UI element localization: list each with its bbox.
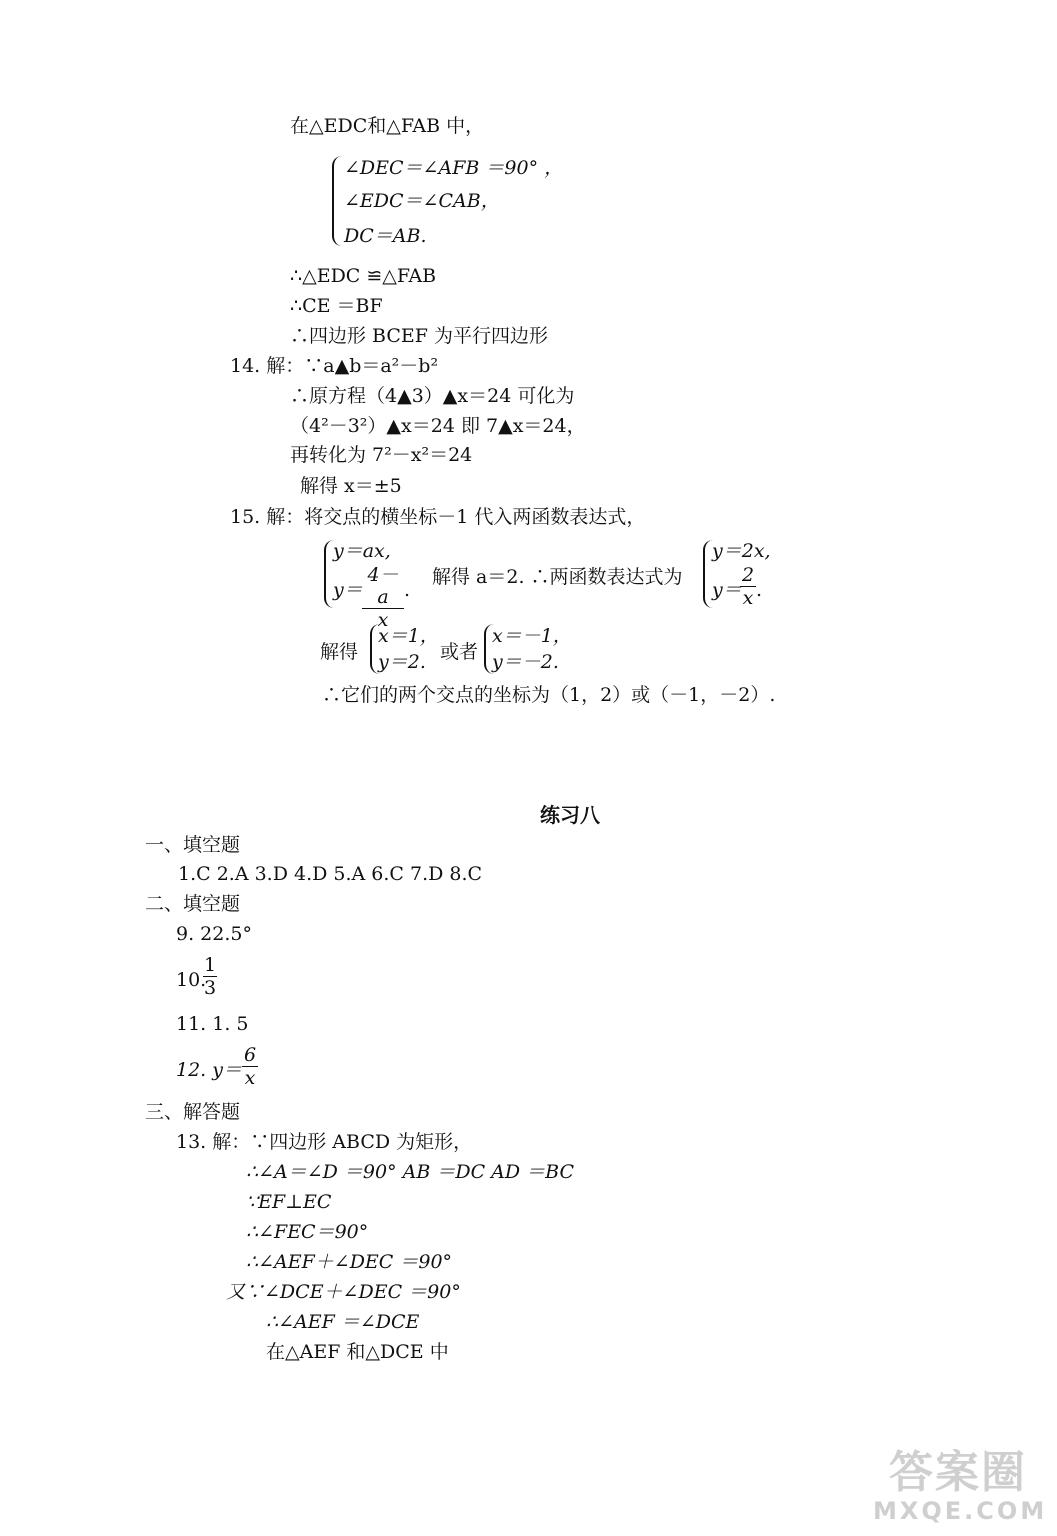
- text-line: 或者: [440, 641, 479, 663]
- answer-line: 11. 1. 5: [176, 1013, 249, 1035]
- text-line: .: [756, 579, 763, 601]
- text-line: 解得 x＝±5: [300, 475, 402, 497]
- text-line: 13. 解：∵四边形 ABCD 为矩形，: [176, 1131, 473, 1153]
- equation-line: ∠DEC＝∠AFB ＝90° ，: [344, 157, 564, 179]
- equation-line: x＝－1，: [492, 625, 572, 647]
- fraction: [740, 564, 756, 609]
- watermark-logo: [873, 1447, 1048, 1528]
- answer-line: 9. 22.5°: [176, 923, 252, 945]
- page-title: 练习八: [540, 803, 600, 827]
- text-line: .: [404, 579, 411, 601]
- equation-line: y＝2.: [378, 651, 426, 673]
- text-line: ∴∠A＝∠D ＝90° AB ＝DC AD ＝BC: [246, 1161, 575, 1183]
- text-line: 14. 解：∵a▲b＝a²－b²: [230, 355, 439, 377]
- numerator: 4－a: [367, 564, 399, 608]
- text-line: ∴△EDC ≌△FAB: [290, 265, 437, 287]
- watermark-url: MXQE.COM: [873, 1497, 1048, 1525]
- text-line: 解得 a＝2. ∴两函数表达式为: [432, 566, 683, 588]
- text-line: 在△AEF 和△DCE 中: [266, 1341, 449, 1363]
- section-title: 二、填空题: [145, 893, 241, 915]
- denominator: x: [742, 587, 754, 609]
- equation-line: y＝ax,: [333, 540, 391, 562]
- text-line: ∴∠FEC＝90°: [246, 1221, 369, 1243]
- text-line: 再转化为 7²－x²＝24: [290, 444, 473, 466]
- equation-line: ∠EDC＝∠CAB，: [344, 190, 500, 212]
- text-line: ∴原方程（4▲3）▲x＝24 可化为: [290, 385, 575, 407]
- text-line: ∴∠AEF＋∠DEC ＝90°: [246, 1251, 453, 1273]
- answer-label: 10.: [176, 969, 207, 991]
- text-line: ∴四边形 BCEF 为平行四边形: [290, 325, 548, 347]
- text-line: ∴∠AEF ＝∠DCE: [266, 1311, 420, 1333]
- fraction: [362, 564, 404, 631]
- text-line: ∴它们的两个交点的坐标为（1，2）或（－1，－2）.: [322, 684, 776, 706]
- brace: [332, 156, 344, 246]
- equation-line: y＝: [712, 579, 742, 601]
- equation-line: y＝－2.: [492, 651, 559, 673]
- text-line: ∴CE ＝BF: [290, 295, 383, 317]
- denominator: x: [244, 1067, 256, 1089]
- denominator: 3: [203, 977, 217, 999]
- text-line: 15. 解：将交点的横坐标－1 代入两函数表达式，: [230, 506, 646, 528]
- numerator: 6: [243, 1044, 257, 1066]
- fraction: [242, 1044, 258, 1089]
- watermark-text: 答案圈: [889, 1447, 1027, 1498]
- answer-label: 12. y＝: [176, 1059, 242, 1081]
- fraction: [203, 954, 217, 999]
- equation-line: DC＝AB.: [344, 225, 427, 247]
- numerator: 2: [741, 564, 755, 586]
- text-line: （4²－3²）▲x＝24 即 7▲x＝24，: [290, 415, 586, 437]
- text-line: 解得: [320, 641, 359, 663]
- text-line: 在△EDC和△FAB 中，: [290, 115, 485, 137]
- text-line: ∵EF⊥EC: [246, 1191, 332, 1213]
- section-title: 一、填空题: [145, 834, 241, 856]
- equation-line: y＝2x,: [712, 540, 771, 562]
- text-line: 又∵∠DCE＋∠DEC ＝90°: [226, 1281, 461, 1303]
- section-title: 三、解答题: [145, 1101, 241, 1123]
- numerator: 1: [203, 954, 217, 976]
- denominator: x: [377, 609, 389, 631]
- equation-line: y＝: [333, 579, 363, 601]
- answer-line: 1.C 2.A 3.D 4.D 5.A 6.C 7.D 8.C: [178, 863, 483, 885]
- equation-line: x＝1，: [378, 625, 439, 647]
